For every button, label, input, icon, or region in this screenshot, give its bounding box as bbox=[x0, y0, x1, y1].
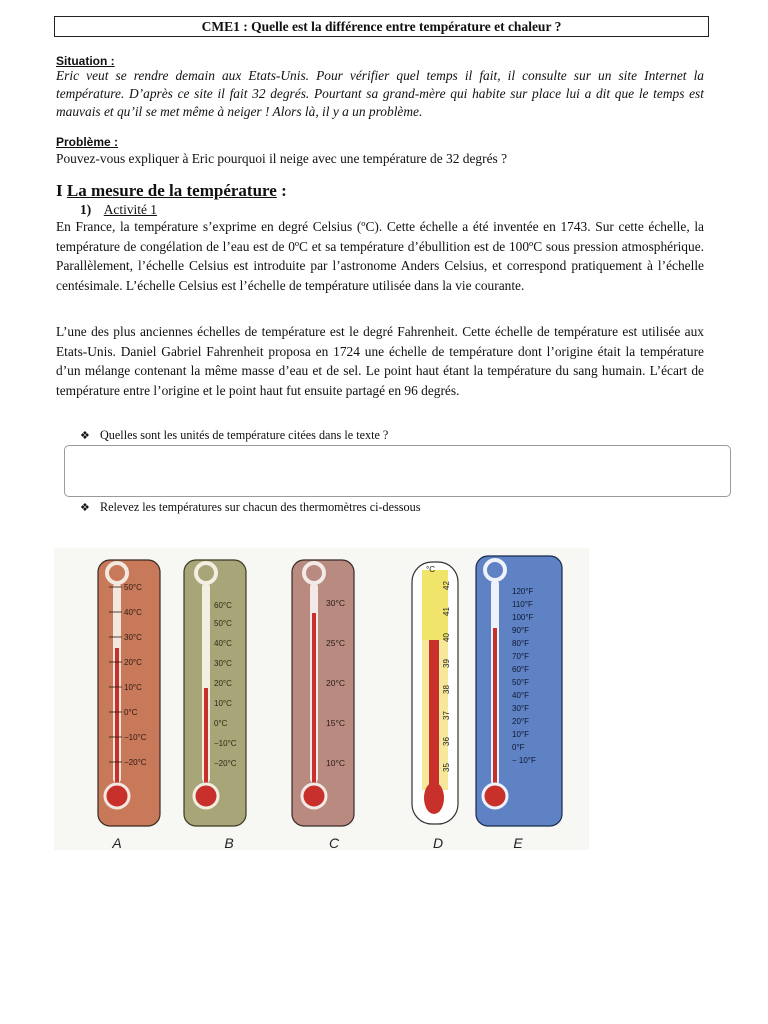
tick-label: 30°C bbox=[214, 659, 232, 668]
tick-label: 60°C bbox=[214, 601, 232, 610]
tick-label: 30°C bbox=[326, 598, 345, 608]
tick-label: 10°C bbox=[326, 758, 345, 768]
tick-label: 15°C bbox=[326, 718, 345, 728]
tick-label: 50°C bbox=[214, 619, 232, 628]
tick-label: 20°F bbox=[512, 717, 529, 726]
tick-label: 30°C bbox=[124, 633, 142, 642]
bullet-icon: ❖ bbox=[80, 430, 90, 442]
tick-label: 120°F bbox=[512, 587, 534, 596]
tick-label: 40°C bbox=[214, 639, 232, 648]
thermometer-b-letter: B bbox=[224, 835, 234, 850]
section-heading-title: La mesure de la température bbox=[66, 181, 277, 200]
tick-label: 70°F bbox=[512, 652, 529, 661]
section-heading: I La mesure de la température : bbox=[56, 181, 287, 200]
tick-label: 35 bbox=[442, 763, 451, 772]
tick-label: 100°F bbox=[512, 613, 534, 622]
paragraph-fahrenheit: L’une des plus anciennes échelles de température est le degré Fahrenheit. Cette échelle de température est utilisée aux Etats-Unis. Daniel Gabriel Fahrenheit proposa en 1724 une échelle de température dont l’origine était la température d’un mélange contenant la même masse d’eau et de sel. Le point haut étant la température du sang humain. L’écart de température entre l’origine et le point haut fut ensuite partagé en 96 degrés. bbox=[56, 324, 704, 398]
thermometer-c bbox=[292, 560, 354, 850]
thermometer-d-letter: D bbox=[432, 835, 444, 850]
thermometer-b bbox=[184, 560, 246, 850]
tick-label: 10°F bbox=[512, 730, 529, 739]
tick-label: 30°F bbox=[512, 704, 529, 713]
tick-label: 25°C bbox=[326, 638, 345, 648]
tick-label: −20°C bbox=[214, 759, 237, 768]
thermometer-e bbox=[476, 556, 562, 850]
tick-label: 90°F bbox=[512, 626, 529, 635]
tick-label: 20°C bbox=[214, 679, 232, 688]
thermometer-e-letter: E bbox=[513, 835, 523, 850]
thermometer-a-letter: A bbox=[112, 835, 122, 850]
tick-label: 40°F bbox=[512, 691, 529, 700]
tick-label: 37 bbox=[442, 711, 451, 720]
question-thermometers bbox=[80, 500, 420, 515]
tick-label: 50°F bbox=[512, 678, 529, 687]
tick-label: 0°F bbox=[512, 743, 525, 752]
thermometer-d bbox=[412, 562, 458, 850]
tick-label: 0°C bbox=[124, 708, 138, 717]
page-title: CME1 : Quelle est la différence entre température et chaleur ? bbox=[54, 16, 709, 37]
tick-label: −10°C bbox=[124, 733, 147, 742]
tick-label: 10°C bbox=[214, 699, 232, 708]
tick-label: 40°C bbox=[124, 608, 142, 617]
tick-label: 41 bbox=[442, 607, 451, 616]
thermometer-c-letter: C bbox=[328, 835, 340, 850]
tick-label: −10°C bbox=[214, 739, 237, 748]
paragraph-celsius: En France, la température s’exprime en degré Celsius (ºC). Cette échelle a été inventée en 1743. Sur cette échelle, la température de congélation de l’eau est de 0ºC et sa température d’ébullition est de 100ºC sous pression atmosphérique. Parallèlement, l’échelle Celsius est introduite par l’astronome Anders Celsius, et correspond pratiquement à l’échelle centésimale. L’échelle Celsius est l’échelle de température utilisée dans la vie courante. bbox=[56, 219, 704, 293]
bullet-icon: ❖ bbox=[80, 502, 90, 514]
tick-label: 60°F bbox=[512, 665, 529, 674]
probleme-label: Problème : bbox=[56, 135, 119, 149]
tick-label: 50°C bbox=[124, 583, 142, 592]
tick-label: − 10°F bbox=[512, 756, 536, 765]
tick-label: 0°C bbox=[214, 719, 228, 728]
tick-label: 36 bbox=[442, 737, 451, 746]
tick-label: 110°F bbox=[512, 600, 533, 609]
situation-label: Situation : bbox=[56, 54, 115, 68]
tick-label: 10°C bbox=[124, 683, 142, 692]
tick-label: −20°C bbox=[124, 758, 147, 767]
tick-label: 39 bbox=[442, 659, 451, 668]
question-thermometers-text: Relevez les températures sur chacun des thermomètres ci-dessous bbox=[100, 500, 421, 514]
question-units-text: Quelles sont les unités de température citées dans le texte ? bbox=[100, 428, 389, 442]
situation-text: Eric veut se rendre demain aux Etats-Unis. Pour vérifier quel temps il fait, il consulte sur un site Internet la température. D’après ce site il fait 32 degrés. Pourtant sa grand-mère qui habite sur place lui a dit que le temps est mauvais et qu’il se met même à neiger ! Alors là, il y a un problème. bbox=[56, 68, 704, 119]
tick-label: 42 bbox=[442, 581, 451, 590]
tick-label: 38 bbox=[442, 685, 451, 694]
thermometer-d-unit: °C bbox=[426, 565, 435, 574]
thermometers-figure bbox=[54, 548, 589, 850]
activity-number: 1) bbox=[80, 202, 92, 217]
probleme-text: Pouvez-vous expliquer à Eric pourquoi il neige avec une température de 32 degrés ? bbox=[56, 151, 508, 166]
tick-label: 20°C bbox=[124, 658, 142, 667]
tick-label: 20°C bbox=[326, 678, 345, 688]
activity-label: Activité 1 bbox=[103, 202, 157, 217]
thermometer-a bbox=[98, 560, 160, 850]
tick-label: 80°F bbox=[512, 639, 529, 648]
answer-box[interactable] bbox=[64, 445, 731, 497]
question-units bbox=[80, 428, 388, 443]
activity-heading bbox=[80, 202, 157, 218]
tick-label: 40 bbox=[442, 633, 451, 642]
